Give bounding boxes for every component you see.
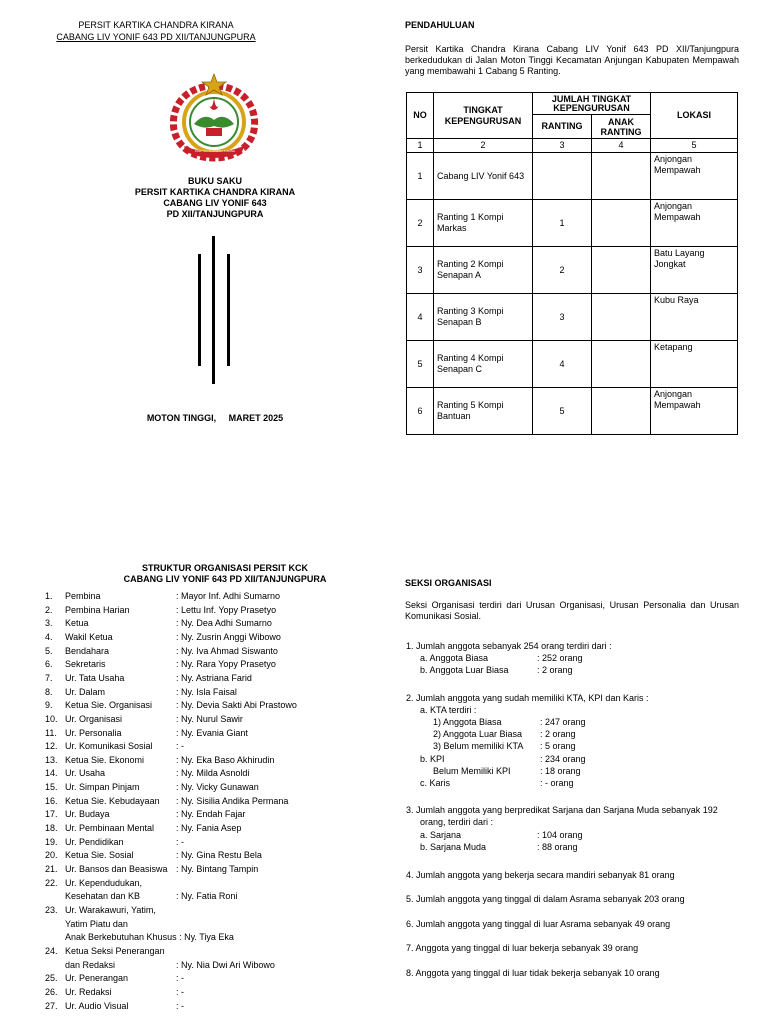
seksi-line: 2. Jumlah anggota yang sudah memiliki KTA, KPI dan Karis : [406,693,649,703]
struktur-row-label: Ur. Pembinaan Mental [65,823,155,834]
struktur-row-number: 25. [45,973,58,984]
cell-no: 4 [407,294,434,341]
seksi-line: a. Sarjana [420,830,462,840]
cell-no: 3 [407,247,434,294]
seksi-line: : 2 orang [537,665,573,675]
cover-org-line2: CABANG LIV YONIF 643 PD XII/TANJUNGPURA [56,32,256,42]
ranting-table [406,92,738,435]
seksi-line: Belum Memiliki KPI [433,766,511,776]
struktur-row-number: 12. [45,741,58,752]
cover-title-line: PERSIT KARTIKA CHANDRA KIRANA [134,187,296,197]
struktur-row-label: Ketua [65,618,89,629]
th-jumlah: JUMLAH TINGKAT KEPENGURUSAN [533,93,651,115]
cell-tingkat: Ranting 3 Kompi Senapan B [434,294,533,341]
cell-anak [592,247,651,294]
cell-ranting: 4 [533,341,592,388]
struktur-row-label: Bendahara [65,645,110,656]
seksi-line: c. Karis [420,778,451,788]
struktur-row-number: 5. [45,645,53,656]
table-row [407,388,738,435]
struktur-row-value: : - [176,836,184,847]
struktur-row-label: Ur. Budaya [65,809,110,820]
seksi-line: b. Sarjana Muda [420,842,487,852]
seksi-line: a. KTA terdiri : [420,705,477,715]
struktur-row-label: Ur. Warakawuri, Yatim, [65,904,156,915]
struktur-row-number: 26. [45,986,58,997]
struktur-title-line2: CABANG LIV YONIF 643 PD XII/TANJUNGPURA [123,574,327,584]
struktur-row-label: Ur. Redaksi [65,986,112,997]
cell-anak [592,294,651,341]
cell-ranting: 5 [533,388,592,435]
struktur-row-value: : Mayor Inf. Adhi Sumarno [176,591,281,601]
cell-anak [592,153,651,200]
seksi-line: : 5 orang [540,741,576,751]
cell-tingkat: Ranting 4 Kompi Senapan C [434,341,533,388]
cell-lokasi: Kubu Raya [651,294,738,341]
struktur-row-label: Anak Berkebutuhan Khusus : Ny. Tiya Eka [65,932,234,943]
cover-org-line1: PERSIT KARTIKA CHANDRA KIRANA [78,20,234,30]
cover-title-line: PD XII/TANJUNGPURA [166,209,264,219]
col-num: 1 [407,139,434,153]
struktur-row-value: : Ny. Astriana Farid [176,672,252,683]
cell-tingkat: Ranting 2 Kompi Senapan A [434,247,533,294]
struktur-row-label: Ur. Komunikasi Sosial [65,741,153,752]
seksi-line: 1) Anggota Biasa [433,717,502,727]
seksi-line: : 18 orang [540,766,581,776]
seksi-line: 3. Jumlah anggota yang berpredikat Sarjana dan Sarjana Muda sebanyak 192 [406,805,718,815]
struktur-row-label: Ketua Sie. Ekonomi [65,754,145,765]
cell-no: 2 [407,200,434,247]
th-anak-ranting: ANAK RANTING [592,115,651,139]
seksi-line: 8. Anggota yang tinggal di luar tidak bekerja sebanyak 10 orang [406,968,660,978]
seksi-line: : 247 orang [540,717,586,727]
struktur-row-number: 24. [45,945,58,956]
struktur-row-label: Ur. Penerangan [65,973,129,984]
seksi-line: 1. Jumlah anggota sebanyak 254 orang terdiri dari : [406,641,612,651]
struktur-row-number: 9. [45,700,53,711]
seksi-line: 7. Anggota yang tinggal di luar bekerja sebanyak 39 orang [406,943,639,953]
struktur-row-label: Ur. Dalam [65,686,106,697]
cover-decorative-bars [195,236,235,384]
struktur-row-value: : Ny. Gina Restu Bela [176,850,262,861]
seksi-line: : 234 orang [540,754,586,764]
struktur-row-value: : Ny. Bintang Tampin [176,864,259,874]
cover-title-line: BUKU SAKU [188,176,242,186]
struktur-row-label: Kesehatan dan KB [65,891,141,902]
struktur-row-number: 1. [45,591,53,601]
struktur-row-value: : Ny. Isla Faisal [176,686,237,697]
struktur-row-value: : Ny. Eka Baso Akhirudin [176,754,275,765]
struktur-row-number: 11. [45,727,57,738]
table-row [407,294,738,341]
th-ranting: RANTING [533,115,592,139]
seksi-line: a. Anggota Biasa [420,653,489,663]
table-row [407,247,738,294]
struktur-row-label: Wakil Ketua [65,631,113,642]
struktur-row-value: : Ny. Endah Fajar [176,809,246,820]
seksi-line: : - orang [540,778,574,788]
struktur-row-number: 6. [45,659,53,670]
struktur-title [90,563,360,585]
struktur-row-label: Pembina [65,591,101,601]
struktur-title-line1: STRUKTUR ORGANISASI PERSIT KCK [141,563,308,573]
cover-title [110,176,320,220]
cover-title-line: CABANG LIV YONIF 643 [163,198,267,208]
col-num: 2 [434,139,533,153]
cell-ranting [533,153,592,200]
struktur-row-label: Ketua Seksi Penerangan [65,945,165,956]
cell-tingkat: Ranting 5 Kompi Bantuan [434,388,533,435]
struktur-row-label: Ur. Kependudukan, [65,877,143,888]
struktur-row-value: : Ny. Evania Giant [176,727,248,738]
persit-logo [164,72,264,164]
seksi-line: : 252 orang [537,653,583,663]
column-number-row [407,139,738,153]
th-lokasi: LOKASI [651,93,738,139]
seksi-line: b. Anggota Luar Biasa [420,665,509,675]
struktur-row-label: Pembina Harian [65,604,130,615]
struktur-row-value: : Ny. Rara Yopy Prasetyo [176,659,276,670]
struktur-row-label: Sekretaris [65,659,106,670]
struktur-row-number: 2. [45,604,53,615]
struktur-row-value: : Ny. Dea Adhi Sumarno [176,618,272,629]
cell-no: 6 [407,388,434,435]
struktur-row-value: : Ny. Devia Sakti Abi Prastowo [176,700,297,711]
cell-lokasi: Anjongan Mempawah [651,200,738,247]
struktur-row-number: 13. [45,754,58,765]
struktur-row-value: : - [176,986,184,997]
struktur-row-number: 4. [45,631,53,642]
cell-ranting: 2 [533,247,592,294]
struktur-row-value: : Ny. Fatia Roni [176,891,238,902]
struktur-row-label: Yatim Piatu dan [65,918,128,929]
struktur-row-number: 15. [45,782,58,793]
seksi-line: 4. Jumlah anggota yang bekerja secara mandiri sebanyak 81 orang [406,870,675,880]
cell-lokasi: Ketapang [651,341,738,388]
cell-ranting: 3 [533,294,592,341]
cell-anak [592,200,651,247]
cover-place-date: MOTON TINGGI, MARET 2025 [146,413,284,423]
struktur-row-label: Ketua Sie. Organisasi [65,700,153,711]
intro-heading: PENDAHULUAN [405,20,475,30]
struktur-row-label: Ur. Tata Usaha [65,672,125,683]
struktur-row-number: 27. [45,1000,58,1011]
intro-paragraph: Persit Kartika Chandra Kirana Cabang LIV Yonif 643 PD XII/Tanjungpura berkedudukan di Jalan Moton Tinggi Kecamatan Anjungan Kabupaten Mempawah yang membawahi 1 Cabang 5 Ranting. [405,44,739,76]
struktur-row-label: Ketua Sie. Sosial [65,850,134,861]
struktur-row-value: : Ny. Nurul Sawir [176,713,243,724]
cell-lokasi: Batu Layang Jongkat [651,247,738,294]
struktur-row-number: 14. [45,768,58,779]
col-num: 5 [651,139,738,153]
struktur-row-value: : Ny. Sisilia Andika Permana [176,795,289,806]
struktur-row-number: 19. [45,836,58,847]
struktur-row-value: : Ny. Iva Ahmad Siswanto [176,645,278,656]
struktur-row-number: 20. [45,850,58,861]
struktur-row-label: dan Redaksi [65,959,116,970]
seksi-paragraph: Seksi Organisasi terdiri dari Urusan Organisasi, Urusan Personalia dan Urusan Komunikasi Sosial. [405,600,739,621]
struktur-row-value: : Ny. Vicky Gunawan [176,782,259,793]
col-num: 4 [592,139,651,153]
th-tingkat: TINGKAT KEPENGURUSAN [434,93,533,139]
struktur-row-number: 7. [45,672,53,683]
struktur-row-label: Ur. Usaha [65,768,106,779]
cell-ranting: 1 [533,200,592,247]
struktur-row-value: : Ny. Nia Dwi Ari Wibowo [176,959,275,970]
struktur-row-label: Ur. Personalia [65,727,122,738]
seksi-line: b. KPI [420,754,445,764]
struktur-row-number: 16. [45,795,58,806]
seksi-line: 3) Belum memiliki KTA [433,741,524,751]
cell-lokasi: Anjongan Mempawah [651,388,738,435]
seksi-line: : 104 orang [537,830,583,840]
cell-no: 5 [407,341,434,388]
struktur-row-number: 21. [45,864,58,874]
table-row [407,341,738,388]
table-row [407,200,738,247]
struktur-row-label: Ur. Organisasi [65,713,123,724]
struktur-row-number: 18. [45,823,58,834]
cell-anak [592,388,651,435]
struktur-row-value: : Ny. Milda Asnoldi [176,768,250,779]
seksi-line: 6. Jumlah anggota yang tinggal di luar Asrama sebanyak 49 orang [406,919,671,929]
struktur-row-label: Ur. Bansos dan Beasiswa [65,864,168,874]
seksi-line: 2) Anggota Luar Biasa [433,729,523,739]
struktur-row-label: Ur. Simpan Pinjam [65,782,140,793]
struktur-row-value: : - [176,1000,184,1011]
struktur-row-value: : - [176,741,184,752]
struktur-row-number: 17. [45,809,58,820]
seksi-line: 5. Jumlah anggota yang tinggal di dalam Asrama sebanyak 203 orang [406,894,685,904]
th-no: NO [407,93,434,139]
cell-lokasi: Anjongan Mempawah [651,153,738,200]
struktur-row-label: Ur. Pendidikan [65,836,124,847]
logo-banner-text: KARTIKA CHANDRA KIRANA [194,149,236,153]
seksi-line: orang, terdiri dari : [420,817,494,827]
struktur-row-value: : - [176,973,184,984]
cell-anak [592,341,651,388]
struktur-row-value: : Ny. Fania Asep [176,823,242,834]
struktur-row-number: 10. [45,713,58,724]
struktur-row-value: : Lettu Inf. Yopy Prasetyo [176,604,277,615]
struktur-row-number: 23. [45,904,58,915]
struktur-row-label: Ur. Audio Visual [65,1000,129,1011]
struktur-row-number: 3. [45,618,53,629]
struktur-row-number: 22. [45,877,58,888]
cell-tingkat: Ranting 1 Kompi Markas [434,200,533,247]
seksi-heading: SEKSI ORGANISASI [405,578,492,588]
cell-tingkat: Cabang LIV Yonif 643 [434,153,533,200]
table-row [407,153,738,200]
struktur-row-value: : Ny. Zusrin Anggi Wibowo [176,631,281,642]
col-num: 3 [533,139,592,153]
struktur-row-number: 8. [45,686,53,697]
struktur-row-label: Ketua Sie. Kebudayaan [65,795,160,806]
cell-no: 1 [407,153,434,200]
seksi-line: : 2 orang [540,729,576,739]
seksi-line: : 88 orang [537,842,578,852]
